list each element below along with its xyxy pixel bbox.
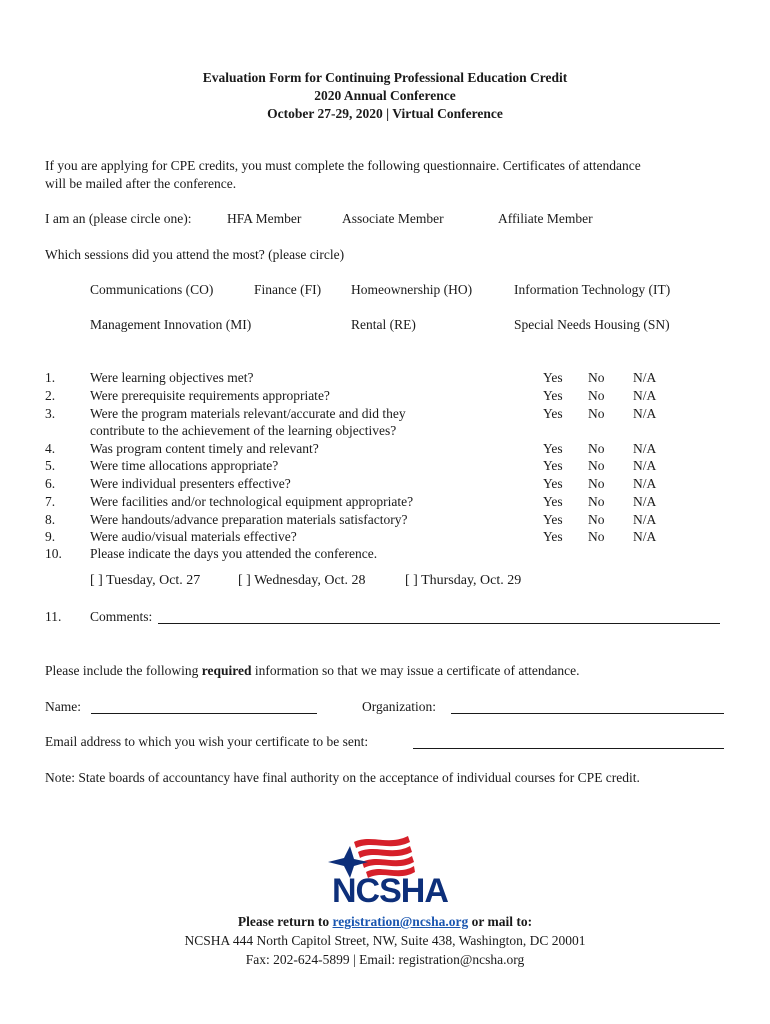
question-text: Were learning objectives met? [90,370,254,385]
session-option-mi[interactable]: Management Innovation (MI) [90,317,252,332]
answer-no[interactable]: No [588,512,605,527]
question-text: Were the program materials relevant/accurate and did they [90,406,406,421]
answer-yes[interactable]: Yes [543,370,563,385]
session-option-sn[interactable]: Special Needs Housing (SN) [514,317,670,332]
membership-option-associate[interactable]: Associate Member [342,211,444,226]
question-number: 6. [45,476,56,491]
ncsha-logo [322,832,450,912]
question-text: Were prerequisite requirements appropriate? [90,388,330,403]
conference-dates: October 27-29, 2020 | Virtual Conference [267,106,503,121]
question-text-continued: contribute to the achievement of the learning objectives? [90,423,397,438]
registration-email-link[interactable]: registration@ncsha.org [332,914,469,929]
organization-field[interactable] [451,699,724,714]
membership-option-affiliate[interactable]: Affiliate Member [498,211,593,226]
contact-info: Fax: 202-624-5899 | Email: registration@ncsha.org [245,952,525,967]
question-number: 11. [45,609,62,624]
answer-yes[interactable]: Yes [543,529,563,544]
answer-na[interactable]: N/A [633,370,657,385]
question-number: 4. [45,441,56,456]
session-option-re[interactable]: Rental (RE) [351,317,416,332]
answer-no[interactable]: No [588,441,605,456]
session-option-fi[interactable]: Finance (FI) [254,282,322,297]
answer-no[interactable]: No [588,388,605,403]
question-text: Please indicate the days you attended the conference. [90,546,378,561]
question-number: 9. [45,529,56,544]
answer-na[interactable]: N/A [633,512,657,527]
question-number: 3. [45,406,56,421]
question-text: Were individual presenters effective? [90,476,291,491]
answer-no[interactable]: No [588,529,605,544]
email-label: Email address to which you wish your certificate to be sent: [45,734,369,749]
day-checkbox-wednesday[interactable]: [ ] Wednesday, Oct. 28 [238,573,366,588]
question-text: Were handouts/advance preparation materials satisfactory? [90,512,408,527]
answer-no[interactable]: No [588,494,605,509]
question-number: 5. [45,458,56,473]
membership-label: I am an (please circle one): [45,211,192,226]
required-info-note: Please include the following required information so that we may issue a certificate of attendance. [45,663,580,678]
membership-option-hfa[interactable]: HFA Member [227,211,302,226]
session-option-ho[interactable]: Homeownership (HO) [351,282,473,297]
question-number: 1. [45,370,56,385]
session-option-co[interactable]: Communications (CO) [90,282,214,297]
sessions-prompt: Which sessions did you attend the most? (please circle) [45,247,345,262]
return-instructions: Please return to registration@ncsha.org or mail to: [237,914,533,929]
question-text: Were facilities and/or technological equipment appropriate? [90,494,414,509]
answer-na[interactable]: N/A [633,441,657,456]
answer-yes[interactable]: Yes [543,476,563,491]
day-checkbox-thursday[interactable]: [ ] Thursday, Oct. 29 [405,573,522,588]
mailing-address: NCSHA 444 North Capitol Street, NW, Suite 438, Washington, DC 20001 [184,933,586,948]
answer-na[interactable]: N/A [633,406,657,421]
intro-line-2: will be mailed after the conference. [45,176,237,191]
email-field[interactable] [413,734,724,749]
question-text: Were audio/visual materials effective? [90,529,297,544]
comments-field[interactable] [158,609,720,624]
conference-name: 2020 Annual Conference [314,88,456,103]
answer-yes[interactable]: Yes [543,441,563,456]
intro-line-1: If you are applying for CPE credits, you must complete the following questionnaire. Certificates of attendance [45,158,641,173]
answer-na[interactable]: N/A [633,388,657,403]
answer-yes[interactable]: Yes [543,512,563,527]
answer-no[interactable]: No [588,406,605,421]
name-field[interactable] [91,699,317,714]
answer-yes[interactable]: Yes [543,406,563,421]
question-text: Were time allocations appropriate? [90,458,279,473]
name-label: Name: [45,699,81,714]
accountancy-note: Note: State boards of accountancy have final authority on the acceptance of individual courses for CPE credit. [45,770,640,785]
answer-yes[interactable]: Yes [543,494,563,509]
answer-yes[interactable]: Yes [543,458,563,473]
session-option-it[interactable]: Information Technology (IT) [514,282,671,297]
answer-na[interactable]: N/A [633,476,657,491]
answer-yes[interactable]: Yes [543,388,563,403]
question-number: 10. [45,546,62,561]
day-checkbox-tuesday[interactable]: [ ] Tuesday, Oct. 27 [90,573,201,588]
form-title: Evaluation Form for Continuing Professional Education Credit [202,70,568,85]
answer-na[interactable]: N/A [633,529,657,544]
question-number: 8. [45,512,56,527]
question-number: 7. [45,494,56,509]
question-number: 2. [45,388,56,403]
answer-no[interactable]: No [588,458,605,473]
logo-wordmark: NCSHA [332,872,448,910]
comments-label: Comments: [90,609,153,624]
organization-label: Organization: [362,699,436,714]
question-text: Was program content timely and relevant? [90,441,319,456]
answer-no[interactable]: No [588,370,605,385]
answer-na[interactable]: N/A [633,458,657,473]
answer-no[interactable]: No [588,476,605,491]
answer-na[interactable]: N/A [633,494,657,509]
